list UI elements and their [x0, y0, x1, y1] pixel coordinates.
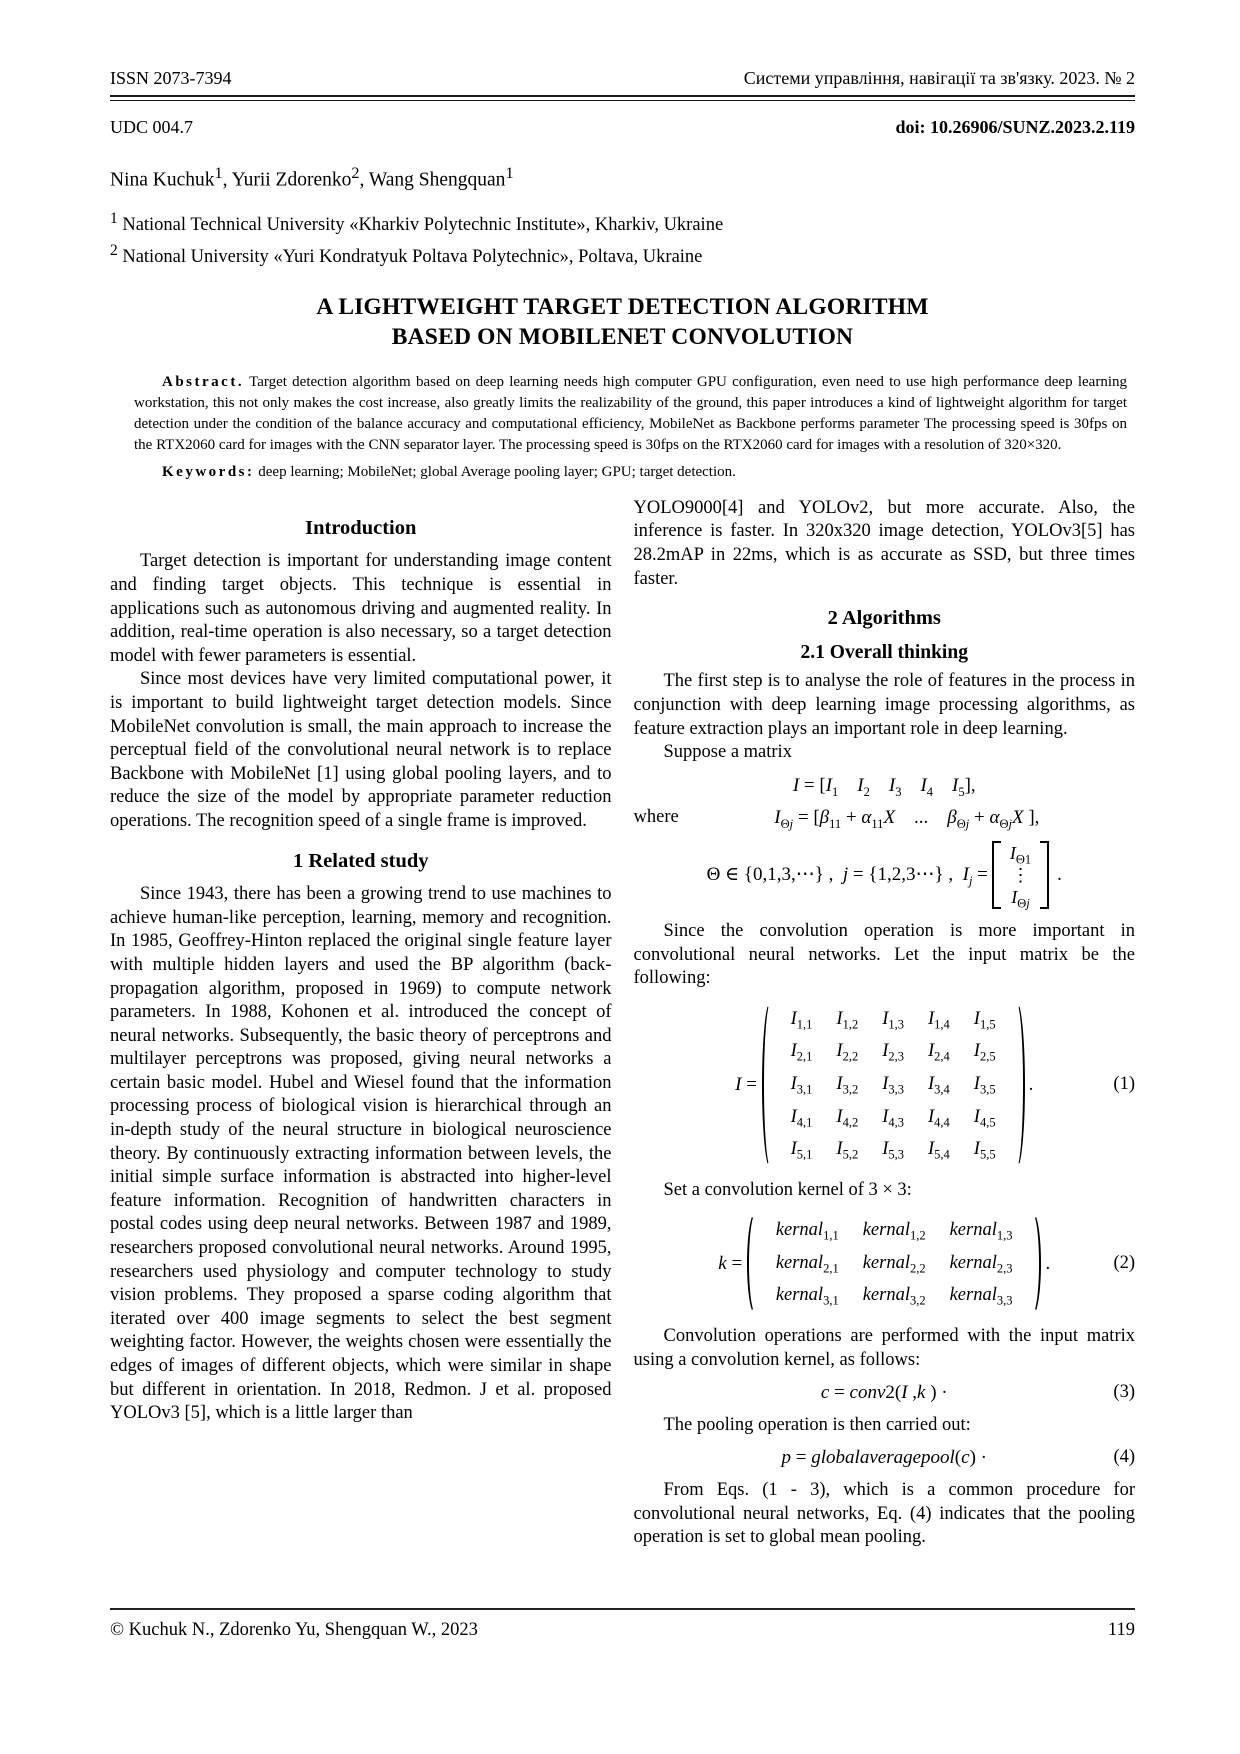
equation-2 — [634, 1211, 1136, 1316]
doi: doi: 10.26906/SUNZ.2023.2.119 — [895, 117, 1135, 137]
vector-top: $I_{\Theta 1}$ — [1009, 842, 1032, 867]
set-kernel-text: Set a convolution kernel of 3 × 3: — [663, 1179, 912, 1200]
from-eqs-paragraph: From Eqs. (1 - 3), which is a common procedure for convolutional neural networks, Eq. (4) indicates that the pooling operation is set to global mean pooling. — [633, 1480, 1135, 1548]
continuation-paragraph: YOLO9000[4] and YOLOv2, but more accurate. Also, the inference is faster. In 320x320 image detection, YOLOv3[5] has 28.2mAP in 22ms, which is as accurate as SSD, but three times faster. — [633, 497, 1135, 589]
introduction-paragraph-1: Target detection is important for understanding image content and finding target objects. This technique is essential in applications such as autonomous driving and augmented reality. In addition, real-time operation is also necessary, so a target detection model with fewer parameters is essential. — [110, 551, 612, 666]
equation-2-period: . — [1045, 1252, 1051, 1274]
journal-title: Системи управління, навігації та зв'язку. 2023. № 2 — [743, 68, 1135, 88]
header-double-rule — [110, 95, 1135, 101]
equation-3-number: (3) — [1113, 1382, 1135, 1403]
input-matrix-cells: $I_{1,1}$ $I_{1,2}$ $I_{1,3}$ $I_{1,4}$ $I_{1,5}$ $I_{2,1}$ $I_{2,2}$ $I_{2,3}$ $I_{2,4}$ $I_{2,5}$ $I_{3,1}$ $I_{3,2}$ $I_{3,3}$ $I_{3,4}$ $I_{3,5}$ $I_{4,1}$ $I_{4,2}$ $I_{4,3}$ $I_{4,4}$ $I_{4,5}$ $I_{5,1}$ $I_{5,2}$ $I_{5,3}$ $I_{5,4}$ $I_{5,5}$ — [790, 1008, 996, 1162]
introduction-heading: Introduction — [305, 516, 417, 539]
abstract — [134, 372, 1127, 456]
overall-thinking-heading: 2.1 Overall thinking — [800, 641, 968, 663]
algorithms-heading: 2 Algorithms — [827, 607, 941, 630]
equation-1 — [634, 1000, 1136, 1170]
equation-theta — [634, 839, 1136, 911]
equation-2-number: (2) — [1113, 1252, 1136, 1273]
abstract-label: Abstract. — [162, 373, 245, 390]
right-square-bracket — [1040, 841, 1049, 909]
equation-suppose-body: $I = [I_1$ $I_2$ $I_3$ $I_4$ $I_5$], — [792, 774, 976, 799]
column-right — [634, 497, 1136, 1550]
udc-doi-row — [110, 117, 1135, 138]
vector-bottom: $I_{\Theta j}$ — [1011, 886, 1030, 911]
page-number: 119 — [1107, 1620, 1135, 1640]
abstract-text: Target detection algorithm based on deep learning needs high computer GPU configuration, even need to use high performance deep learning workstation, this not only makes the cost increase, also greatly limits the realizability of the ground, this paper introduces a kind of lightweight algorithm for target detection under the condition of the balance accuracy and computational efficiency, MobileNet as Backbone performs parameter The processing speed is 30fps on the RTX2060 card for images with the CNN separator layer. The processing speed is 30fps on the RTX2060 card for images with a resolution of 320×320. — [134, 373, 1127, 453]
udc: UDC 004.7 — [110, 117, 194, 137]
convolution-operations-paragraph: Convolution operations are performed with the input matrix using a convolution kernel, as follows: — [633, 1326, 1135, 1370]
right-paren — [1024, 1212, 1041, 1315]
since-convolution-paragraph: Since the convolution operation is more important in convolutional neural networks. Let the input matrix be the following: — [633, 920, 1135, 989]
page-header — [110, 68, 1135, 89]
issn: ISSN 2073-7394 — [110, 68, 232, 88]
equation-1-matrix — [762, 1000, 1025, 1170]
equation-1-number: (1) — [1113, 1073, 1135, 1094]
theta-column-vector — [992, 839, 1049, 911]
where-label: where — [633, 807, 679, 828]
affiliations — [110, 206, 1135, 270]
affiliation-1: $^1$ National Technical University «Kharkiv Polytechnic Institute», Kharkiv, Ukraine — [110, 209, 724, 235]
related-study-paragraph: Since 1943, there has been a growing trend to use machines to achieve human-like perception, learning, memory and recognition. In 1985, Geoffrey-Hinton replaced the original single feature layer with multiple hidden layers and used the BP algorithm (back-propagation algorithm, proposed in 1969) to compute network parameters. In 1988, Kohonen et al. introduced the concept of neural networks. Subsequently, the basic theory of perceptrons and multilayer perceptrons was proposed, giving neural networks a certain basic model. Hubel and Wiesel found that the information processing process of biological vision is hierarchical through an in-depth study of the neural structure in biological neuroscience theory. By continuously extracting information between levels, the initial simple surface information is abstracted into higher-level feature information. Recognition of handwritten characters in postal codes using deep neural networks. Between 1987 and 1989, researchers proposed convolutional neural networks. Around 1995, researchers used physiology and computer technology to study vision problems. They proposed a sparse coding algorithm that iterated over 400 image segments to select the best segment weighting factor. However, the weights chosen were essentially the edges of images of different objects, which were similar in shape but different in orientation. In 2018, Redmon. J et al. proposed YOLOv3 [5], which is a little larger than — [110, 884, 612, 1424]
equation-3-body: c = conv2(I ,k ) · — [820, 1382, 948, 1404]
kernel-matrix-cells: kernal$_{1,1}$ kernal$_{1,2}$ kernal$_{1,3}$ kernal$_{2,1}$ kernal$_{2,2}$ kernal$_{2,3}$ kernal$_{3,1}$ kernal$_{3,2}$ kernal$_{3,3}$ — [775, 1220, 1013, 1309]
equation-3 — [634, 1381, 1136, 1405]
related-study-heading: 1 Related study — [292, 849, 429, 872]
affiliation-2: $^2$ National University «Yuri Kondratyuk Poltava Polytechnic», Poltava, Ukraine — [110, 241, 703, 267]
equation-theta-body: Θ ∈ {0,1,3,⋯} , j = {1,2,3⋯} , $I_j$ = — [706, 864, 988, 888]
keywords-text: deep learning; MobileNet; global Average pooling layer; GPU; target detection. — [258, 463, 736, 480]
page-footer — [110, 1608, 1135, 1641]
column-left — [110, 497, 612, 1550]
equation-1-lhs: I = — [735, 1073, 757, 1095]
equation-1-period: . — [1028, 1073, 1034, 1095]
left-paren — [747, 1212, 764, 1315]
equation-2-lhs: k = — [718, 1252, 743, 1274]
equation-2-matrix — [747, 1211, 1042, 1316]
equation-suppose — [634, 774, 1136, 798]
left-paren — [762, 1001, 779, 1169]
vector-dots: ⋮ — [1011, 864, 1030, 885]
equation-4 — [634, 1446, 1136, 1470]
equation-where-body: $I_{\Theta j} = [\beta_{11} + \alpha_{11}X$ ... $\beta_{\Theta j} + \alpha_{\Theta j}X$ ], — [774, 807, 1040, 832]
paper-title — [110, 292, 1135, 352]
equation-4-number: (4) — [1113, 1447, 1136, 1468]
authors-line: Nina Kuchuk$^1$, Yurii Zdorenko$^2$, Wang Shengquan$^1$ — [110, 164, 514, 191]
pooling-text: The pooling operation is then carried out: — [663, 1414, 971, 1435]
left-square-bracket — [992, 841, 1001, 909]
equation-4-body: p = globalaveragepool(c) · — [781, 1447, 987, 1469]
keywords — [134, 462, 1127, 483]
footer-copyright: © Kuchuk N., Zdorenko Yu, Shengquan W., 2023 — [110, 1620, 478, 1640]
suppose-matrix-text: Suppose a matrix — [663, 742, 792, 763]
equation-where — [634, 806, 1136, 830]
two-column-body — [110, 497, 1135, 1550]
introduction-paragraph-2: Since most devices have very limited computational power, it is important to build lightweight target detection models. Since MobileNet convolution is small, the main approach to increase the perceptual field of the convolutional neural network is to replace Backbone with MobileNet [1] using global pooling layers, and to reduce the size of the model by appropriate parameter reduction operations. The recognition speed of a single frame is improved. — [110, 669, 612, 831]
right-paren — [1008, 1001, 1025, 1169]
paper-title-line2: BASED ON MOBILENET CONVOLUTION — [391, 323, 854, 350]
overall-thinking-paragraph: The first step is to analyse the role of features in the process in conjunction with deep learning image processing algorithms, as feature extraction plays an important role in deep learning. — [633, 671, 1135, 739]
keywords-label: Keywords: — [162, 463, 255, 480]
paper-title-line1: A LIGHTWEIGHT TARGET DETECTION ALGORITHM — [316, 293, 929, 320]
equation-theta-period: . — [1057, 864, 1062, 886]
